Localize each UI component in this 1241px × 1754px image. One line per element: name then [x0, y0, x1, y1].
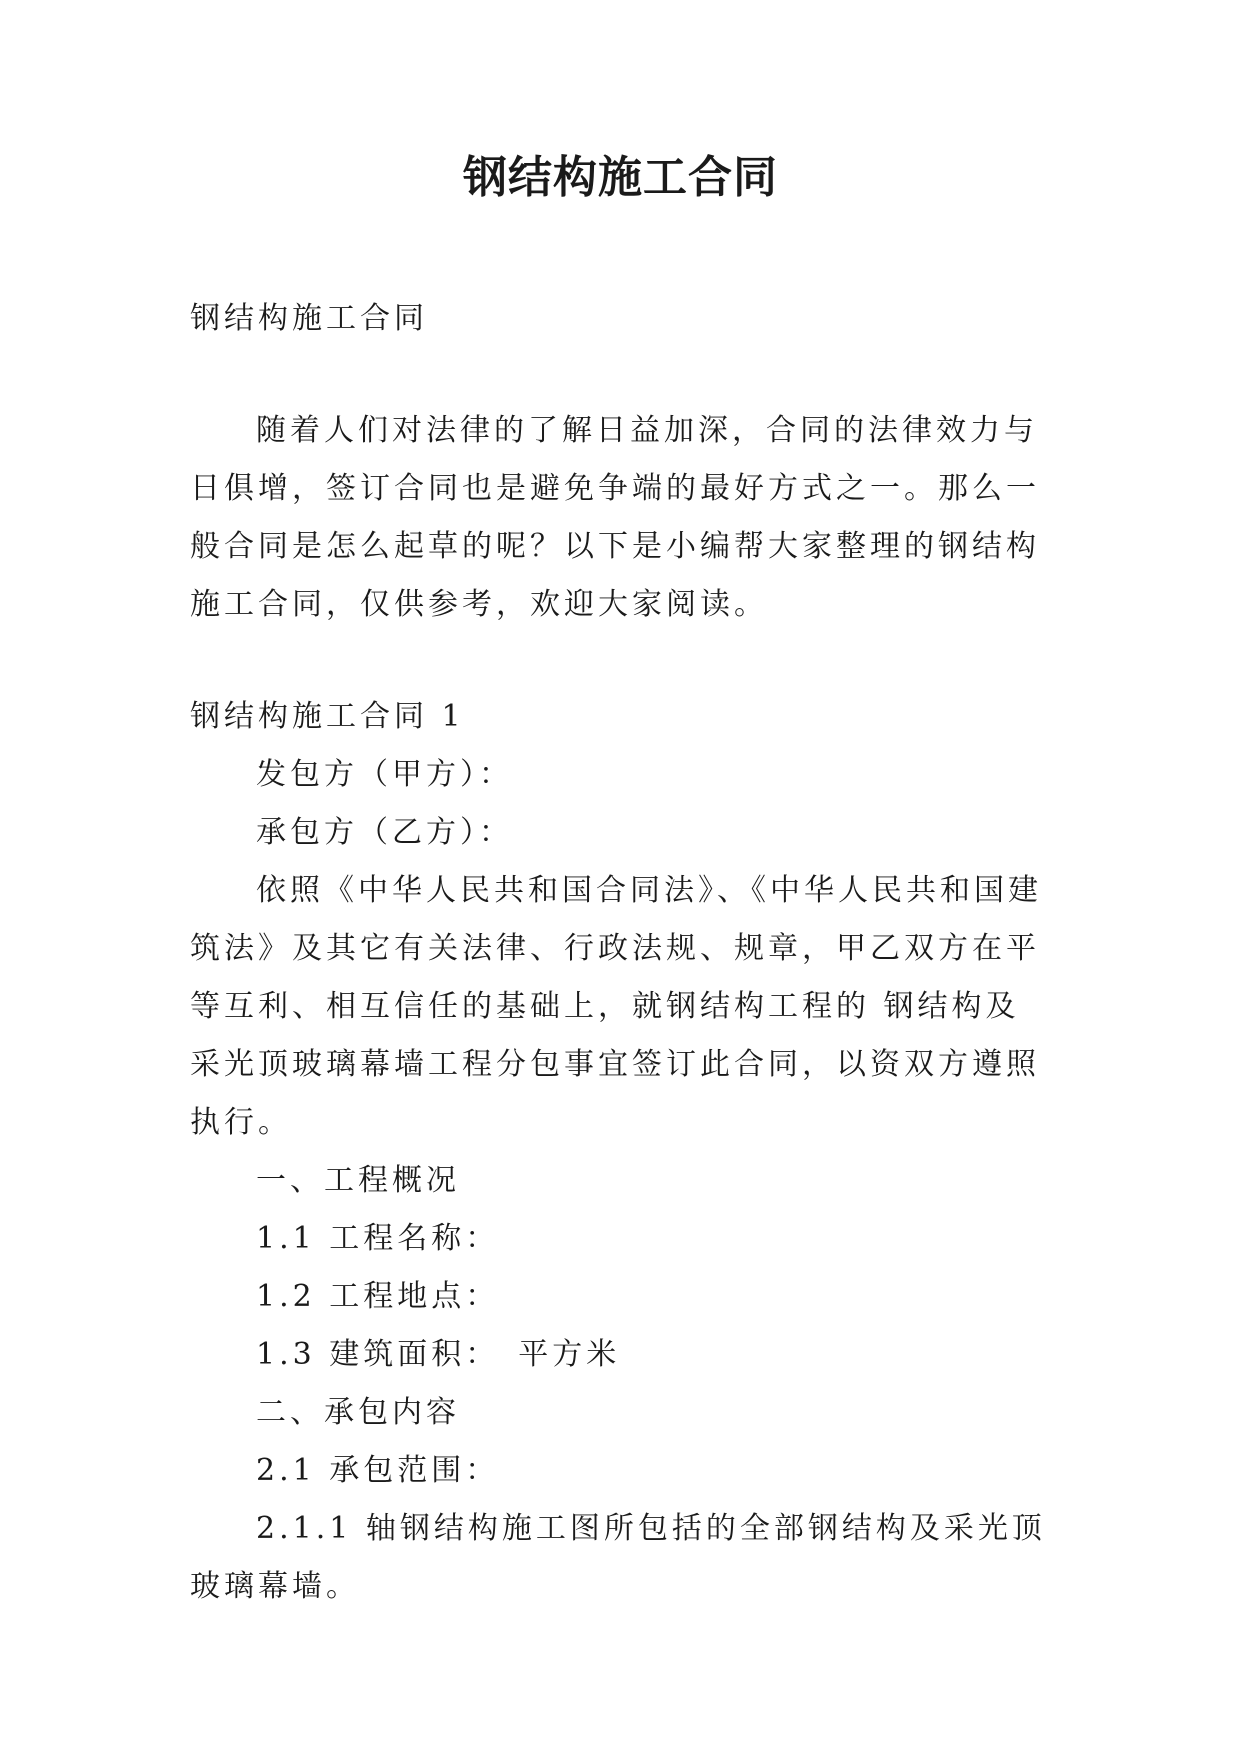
document-title: 钢结构施工合同 — [463, 152, 778, 203]
clause-2-1: 2.1 承包范围： — [256, 1453, 500, 1488]
intro-paragraph: 随着人们对法律的了解日益加深，合同的法律效力与日俱增，签订合同也是避免争端的最好方式之一。那么一般合同是怎么起草的呢？以下是小编帮大家整理的钢结构施工合同，仅供参考，欢迎大家阅读。 — [190, 413, 1040, 622]
clause-1-2: 1.2 工程地点： — [256, 1279, 500, 1314]
party-a-line: 发包方（甲方）： — [256, 757, 513, 792]
document-body — [190, 290, 1050, 1616]
section-heading: 钢结构施工合同 1 — [190, 699, 465, 734]
clause-heading-2: 二、承包内容 — [256, 1395, 460, 1430]
document-subtitle: 钢结构施工合同 — [190, 301, 428, 336]
clause-1-1: 1.1 工程名称： — [256, 1221, 500, 1256]
clause-2-1-1: 2.1.1 轴钢结构施工图所包括的全部钢结构及采光顶玻璃幕墙。 — [190, 1511, 1046, 1604]
clause-1-3: 1.3 建筑面积： 平方米 — [256, 1337, 621, 1372]
party-b-line: 承包方（乙方）： — [256, 815, 513, 850]
basis-paragraph: 依照《中华人民共和国合同法》、《中华人民共和国建筑法》及其它有关法律、行政法规、规章，甲乙双方在平等互利、相互信任的基础上，就钢结构工程的 钢结构及采光顶玻璃幕墙工程分包事宜签订此合同，以资双方遵照执行。 — [190, 873, 1042, 1140]
clause-heading-1: 一、工程概况 — [256, 1163, 460, 1198]
